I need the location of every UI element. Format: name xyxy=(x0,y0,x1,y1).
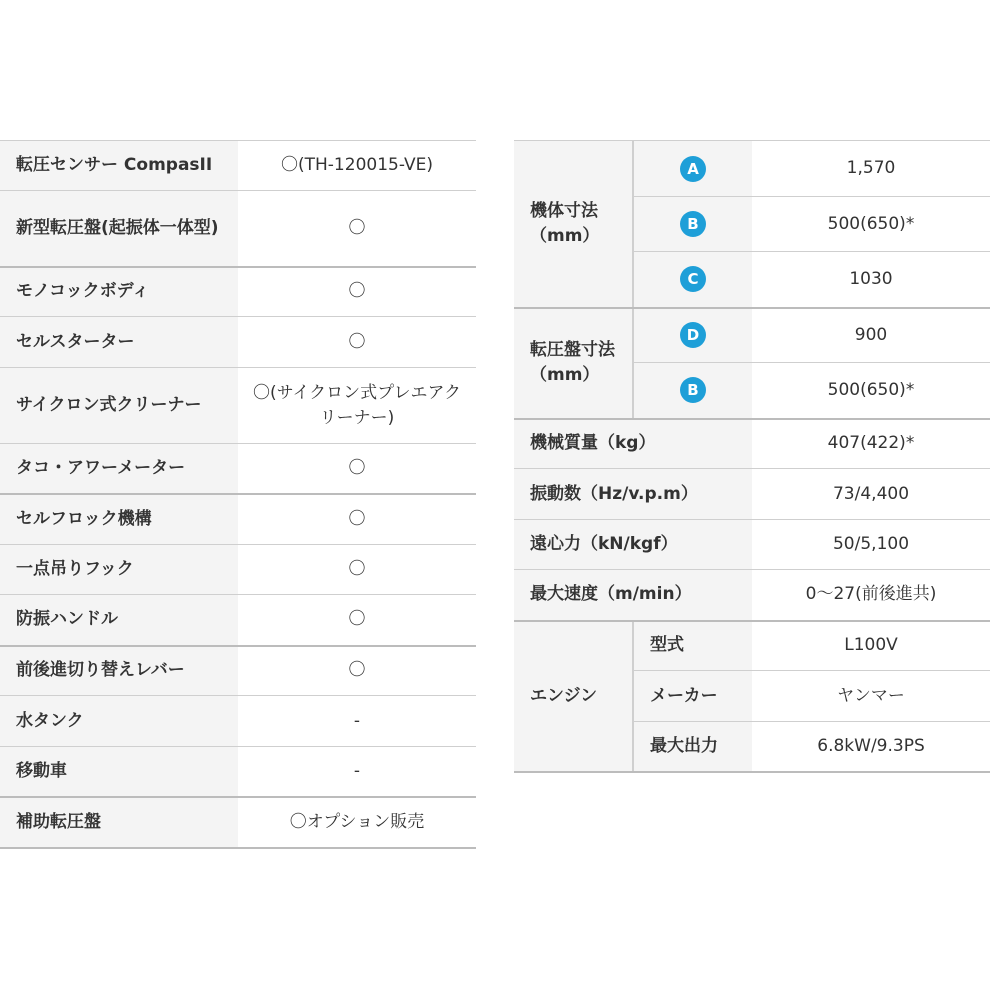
feature-label: セルフロック機構 xyxy=(0,494,238,545)
frequency-value: 73/4,400 xyxy=(752,469,990,520)
spec-row xyxy=(514,308,990,363)
dimension-value: 500(650)* xyxy=(752,197,990,252)
feature-value: 〇 xyxy=(348,508,366,529)
feature-label: 移動車 xyxy=(0,747,238,797)
feature-row xyxy=(0,595,476,646)
feature-value: 〇 xyxy=(348,609,366,630)
feature-label: モノコックボディ xyxy=(0,267,238,317)
feature-row xyxy=(0,368,476,444)
feature-label: 一点吊りフック xyxy=(0,545,238,595)
spec-row xyxy=(514,469,990,520)
feature-row xyxy=(0,545,476,595)
feature-value: - xyxy=(353,710,361,731)
engine-sub-label: 最大出力 xyxy=(633,722,752,772)
mark-d-badge: D xyxy=(680,322,706,348)
feature-value: 〇 xyxy=(348,457,366,478)
plate-dimensions-label: 転圧盤寸法（mm） xyxy=(514,308,633,419)
feature-label: セルスターター xyxy=(0,317,238,368)
engine-value: ヤンマー xyxy=(752,671,990,722)
feature-value: 〇(TH-120015-VE) xyxy=(281,155,433,175)
feature-value: 〇 xyxy=(348,281,366,302)
feature-label: 補助転圧盤 xyxy=(0,797,238,848)
engine-label: エンジン xyxy=(514,621,633,772)
feature-value: - xyxy=(353,760,361,781)
feature-row xyxy=(0,797,476,848)
feature-row xyxy=(0,646,476,696)
max-speed-value: 0〜27(前後進共) xyxy=(752,570,990,621)
spec-row xyxy=(514,141,990,197)
feature-value: 〇 xyxy=(348,331,366,352)
feature-value: 〇(サイクロン式プレエアクリーナー) xyxy=(253,382,461,428)
feature-row xyxy=(0,696,476,747)
feature-label: 転圧センサー CompasII xyxy=(0,141,238,191)
centrifugal-force-value: 50/5,100 xyxy=(752,520,990,570)
feature-row xyxy=(0,141,476,191)
frequency-label: 振動数（Hz/v.p.m） xyxy=(514,469,752,520)
feature-label: 防振ハンドル xyxy=(0,595,238,646)
mass-label: 機械質量（kg） xyxy=(514,419,752,469)
feature-value: 〇オプション販売 xyxy=(289,811,425,832)
feature-label: 前後進切り替えレバー xyxy=(0,646,238,696)
features-table xyxy=(0,140,476,849)
feature-value: 〇 xyxy=(348,559,366,579)
dimension-value: 1,570 xyxy=(752,141,990,197)
feature-row xyxy=(0,444,476,494)
engine-sub-label: 型式 xyxy=(633,621,752,671)
feature-label: 新型転圧盤(起振体一体型) xyxy=(0,191,238,267)
spec-row xyxy=(514,570,990,621)
feature-row xyxy=(0,747,476,797)
dimension-value: 1030 xyxy=(752,252,990,308)
engine-value: L100V xyxy=(752,621,990,671)
feature-label: タコ・アワーメーター xyxy=(0,444,238,494)
mass-value: 407(422)* xyxy=(752,419,990,469)
feature-row xyxy=(0,494,476,545)
mark-c-badge: C xyxy=(680,266,706,292)
dimension-value: 900 xyxy=(752,308,990,363)
engine-value: 6.8kW/9.3PS xyxy=(752,722,990,772)
max-speed-label: 最大速度（m/min） xyxy=(514,570,752,621)
mark-b-badge: B xyxy=(680,211,706,237)
spec-row xyxy=(514,419,990,469)
centrifugal-force-label: 遠心力（kN/kgf） xyxy=(514,520,752,570)
mark-b-badge: B xyxy=(680,377,706,403)
dimension-mark xyxy=(633,308,752,363)
dimension-mark xyxy=(633,197,752,252)
spec-table xyxy=(514,140,990,773)
feature-row xyxy=(0,191,476,267)
mark-a-badge: A xyxy=(680,156,706,182)
spec-row xyxy=(514,520,990,570)
feature-label: サイクロン式クリーナー xyxy=(0,368,238,444)
feature-value: 〇 xyxy=(348,217,366,238)
dimension-mark xyxy=(633,252,752,308)
feature-value: 〇 xyxy=(348,660,366,681)
feature-row xyxy=(0,317,476,368)
feature-label: 水タンク xyxy=(0,696,238,747)
dimension-mark xyxy=(633,141,752,197)
engine-sub-label: メーカー xyxy=(633,671,752,722)
spec-row xyxy=(514,621,990,671)
dimension-mark xyxy=(633,363,752,419)
feature-row xyxy=(0,267,476,317)
dimension-value: 500(650)* xyxy=(752,363,990,419)
body-dimensions-label: 機体寸法（mm） xyxy=(514,141,633,308)
